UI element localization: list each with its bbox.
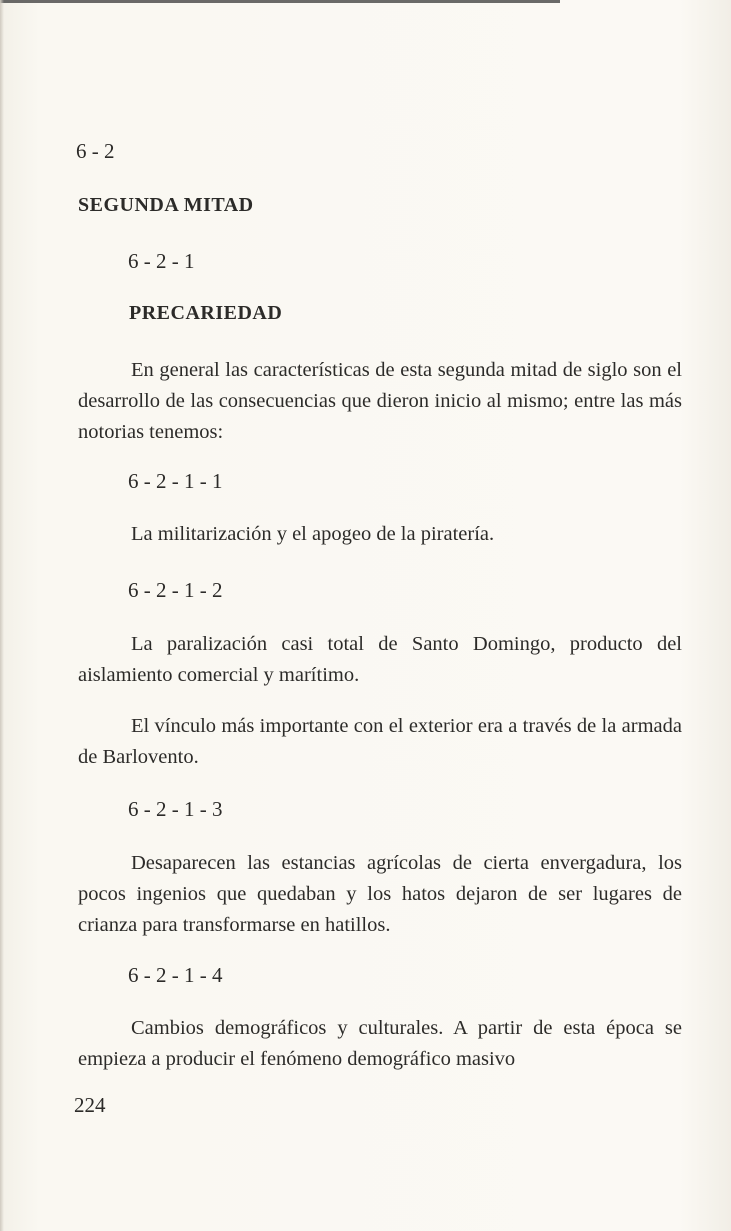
item-text-1: La militarización y el apogeo de la piratería.	[131, 523, 495, 545]
item-number-2: 6 - 2 - 1 - 2	[128, 578, 223, 602]
item-text-2: La paralización casi total de Santo Domingo, producto del aislamiento comercial y marítimo.	[78, 633, 682, 686]
item-text-3: Desaparecen las estancias agrícolas de cierta envergadura, los pocos ingenios que quedaban y los hatos dejaron de ser lugares de crianza para transformarse en hatillos.	[78, 852, 682, 936]
subsection-title: PRECARIEDAD	[129, 302, 283, 324]
intro-paragraph: En general las características de esta segunda mitad de siglo son el desarrollo de las consecuencias que dieron inicio al mismo; entre las más notorias tenemos:	[78, 359, 682, 443]
item-text-4: Cambios demográficos y culturales. A partir de esta época se empieza a producir el fenómeno demográfico masivo	[78, 1017, 682, 1070]
item-number-4: 6 - 2 - 1 - 4	[128, 963, 223, 987]
section-title: SEGUNDA MITAD	[78, 194, 254, 216]
page-number: 224	[74, 1093, 106, 1117]
item-number-1: 6 - 2 - 1 - 1	[128, 469, 223, 493]
item-extra-2: El vínculo más importante con el exterior era a través de la armada de Barlovento.	[78, 715, 682, 768]
item-number-3: 6 - 2 - 1 - 3	[128, 797, 223, 821]
section-number: 6 - 2	[76, 139, 115, 163]
subsection-number: 6 - 2 - 1	[128, 249, 195, 273]
top-rule	[0, 0, 560, 3]
page-edge-shadow	[0, 0, 4, 1231]
